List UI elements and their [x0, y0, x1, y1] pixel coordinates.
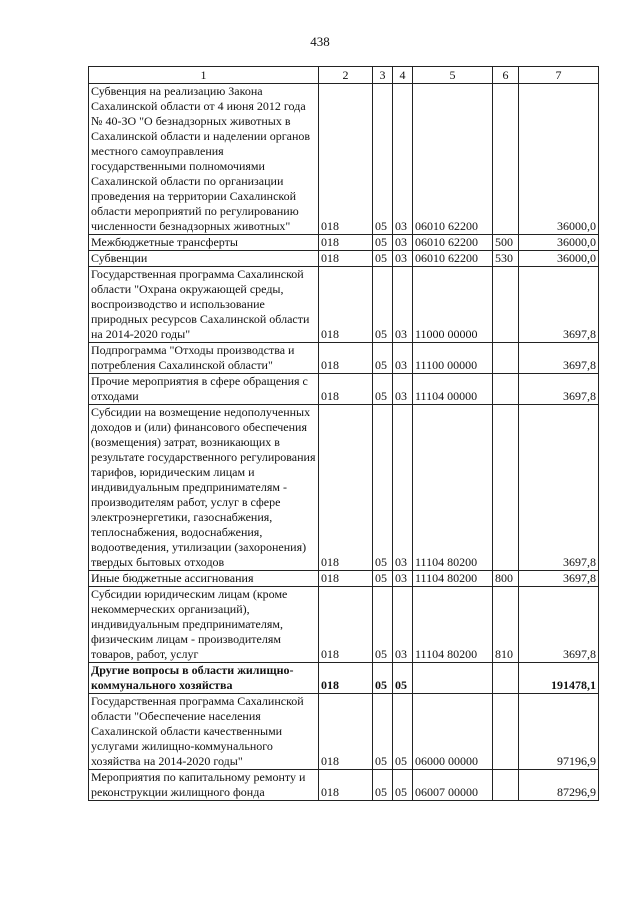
ministry-code-cell: 018 — [319, 251, 373, 267]
subsection-code-cell: 03 — [393, 571, 413, 587]
expense-type-cell — [493, 343, 519, 374]
expense-type-cell — [493, 663, 519, 694]
row-name-cell: Мероприятия по капитальному ремонту и реконструкции жилищного фонда — [89, 770, 319, 801]
subsection-code-cell: 03 — [393, 235, 413, 251]
target-article-cell: 06007 00000 — [413, 770, 493, 801]
subsection-code-cell: 03 — [393, 587, 413, 663]
ministry-code-cell: 018 — [319, 405, 373, 571]
row-name-cell: Межбюджетные трансферты — [89, 235, 319, 251]
page-number: 438 — [310, 34, 330, 49]
table-row — [89, 405, 599, 571]
target-article-cell: 11104 80200 — [413, 405, 493, 571]
row-name-cell: Субвенция на реализацию Закона Сахалинской области от 4 июня 2012 года № 40-ЗО "О безнадзорных животных в Сахалинской области и наделении органов местного самоуправления государственными полномочиями Сахалинской области по организации проведения на территории Сахалинской области мероприятий по регулированию численности безнадзорных животных" — [89, 84, 319, 235]
section-code-cell: 05 — [373, 663, 393, 694]
expense-type-cell — [493, 84, 519, 235]
section-code-cell: 05 — [373, 343, 393, 374]
subsection-code-cell: 03 — [393, 405, 413, 571]
table-row — [89, 235, 599, 251]
section-code-cell: 05 — [373, 694, 393, 770]
amount-cell: 87296,9 — [519, 770, 599, 801]
row-name-cell: Субсидии на возмещение недополученных доходов и (или) финансового обеспечения (возмещения) затрат, возникающих в результате государственного регулирования тарифов, юридическим лицам и индивидуальным предпринимателям - производителям работ, услуг в сфере электроэнергетики, газоснабжения, теплоснабжения, водоснабжения, водоотведения, утилизации (захоронения) твердых бытовых отходов — [89, 405, 319, 571]
subsection-code-cell: 05 — [393, 770, 413, 801]
amount-cell: 36000,0 — [519, 251, 599, 267]
table-row — [89, 84, 599, 235]
expense-type-cell — [493, 267, 519, 343]
expense-type-cell: 530 — [493, 251, 519, 267]
table-row — [89, 267, 599, 343]
header-cell: 3 — [373, 67, 393, 84]
section-code-cell: 05 — [373, 374, 393, 405]
table-row — [89, 343, 599, 374]
header-cell: 7 — [519, 67, 599, 84]
expense-type-cell: 500 — [493, 235, 519, 251]
ministry-code-cell: 018 — [319, 770, 373, 801]
expense-type-cell — [493, 374, 519, 405]
table-row — [89, 770, 599, 801]
subsection-code-cell: 03 — [393, 251, 413, 267]
row-name-cell: Субвенции — [89, 251, 319, 267]
target-article-cell: 11000 00000 — [413, 267, 493, 343]
target-article-cell — [413, 663, 493, 694]
section-code-cell: 05 — [373, 587, 393, 663]
table-row — [89, 663, 599, 694]
subsection-code-cell: 03 — [393, 374, 413, 405]
expense-type-cell — [493, 405, 519, 571]
table-row — [89, 587, 599, 663]
expense-type-cell: 800 — [493, 571, 519, 587]
expense-type-cell — [493, 770, 519, 801]
table-row — [89, 571, 599, 587]
ministry-code-cell: 018 — [319, 571, 373, 587]
amount-cell: 191478,1 — [519, 663, 599, 694]
ministry-code-cell: 018 — [319, 235, 373, 251]
table-header-row — [89, 67, 599, 84]
ministry-code-cell: 018 — [319, 267, 373, 343]
section-code-cell: 05 — [373, 267, 393, 343]
amount-cell: 36000,0 — [519, 84, 599, 235]
section-code-cell: 05 — [373, 405, 393, 571]
table-row — [89, 694, 599, 770]
subsection-code-cell: 03 — [393, 84, 413, 235]
amount-cell: 3697,8 — [519, 405, 599, 571]
amount-cell: 3697,8 — [519, 374, 599, 405]
budget-table — [88, 66, 599, 801]
row-name-cell: Государственная программа Сахалинской области "Охрана окружающей среды, воспроизводство и использование природных ресурсов Сахалинской области на 2014-2020 годы" — [89, 267, 319, 343]
section-code-cell: 05 — [373, 84, 393, 235]
section-code-cell: 05 — [373, 770, 393, 801]
row-name-cell: Прочие мероприятия в сфере обращения с отходами — [89, 374, 319, 405]
amount-cell: 3697,8 — [519, 587, 599, 663]
ministry-code-cell: 018 — [319, 663, 373, 694]
header-cell: 6 — [493, 67, 519, 84]
row-name-cell: Подпрограмма "Отходы производства и потребления Сахалинской области" — [89, 343, 319, 374]
subsection-code-cell: 03 — [393, 343, 413, 374]
header-cell: 1 — [89, 67, 319, 84]
table-row — [89, 251, 599, 267]
header-cell: 4 — [393, 67, 413, 84]
amount-cell: 3697,8 — [519, 343, 599, 374]
ministry-code-cell: 018 — [319, 343, 373, 374]
subsection-code-cell: 05 — [393, 694, 413, 770]
section-code-cell: 05 — [373, 571, 393, 587]
row-name-cell: Субсидии юридическим лицам (кроме некоммерческих организаций), индивидуальным предпринимателям, физическим лицам - производителям товаров, работ, услуг — [89, 587, 319, 663]
row-name-cell: Государственная программа Сахалинской области "Обеспечение населения Сахалинской области качественными услугами жилищно-коммунального хозяйства на 2014-2020 годы" — [89, 694, 319, 770]
target-article-cell: 06000 00000 — [413, 694, 493, 770]
section-code-cell: 05 — [373, 235, 393, 251]
subsection-code-cell: 05 — [393, 663, 413, 694]
target-article-cell: 06010 62200 — [413, 84, 493, 235]
amount-cell: 36000,0 — [519, 235, 599, 251]
ministry-code-cell: 018 — [319, 84, 373, 235]
target-article-cell: 11104 80200 — [413, 571, 493, 587]
ministry-code-cell: 018 — [319, 374, 373, 405]
ministry-code-cell: 018 — [319, 694, 373, 770]
table-row — [89, 374, 599, 405]
expense-type-cell — [493, 694, 519, 770]
row-name-cell: Другие вопросы в области жилищно-коммунального хозяйства — [89, 663, 319, 694]
ministry-code-cell: 018 — [319, 587, 373, 663]
header-cell: 5 — [413, 67, 493, 84]
target-article-cell: 11104 00000 — [413, 374, 493, 405]
row-name-cell: Иные бюджетные ассигнования — [89, 571, 319, 587]
section-code-cell: 05 — [373, 251, 393, 267]
amount-cell: 3697,8 — [519, 571, 599, 587]
target-article-cell: 11100 00000 — [413, 343, 493, 374]
amount-cell: 3697,8 — [519, 267, 599, 343]
target-article-cell: 06010 62200 — [413, 235, 493, 251]
amount-cell: 97196,9 — [519, 694, 599, 770]
header-cell: 2 — [319, 67, 373, 84]
target-article-cell: 06010 62200 — [413, 251, 493, 267]
expense-type-cell: 810 — [493, 587, 519, 663]
target-article-cell: 11104 80200 — [413, 587, 493, 663]
subsection-code-cell: 03 — [393, 267, 413, 343]
